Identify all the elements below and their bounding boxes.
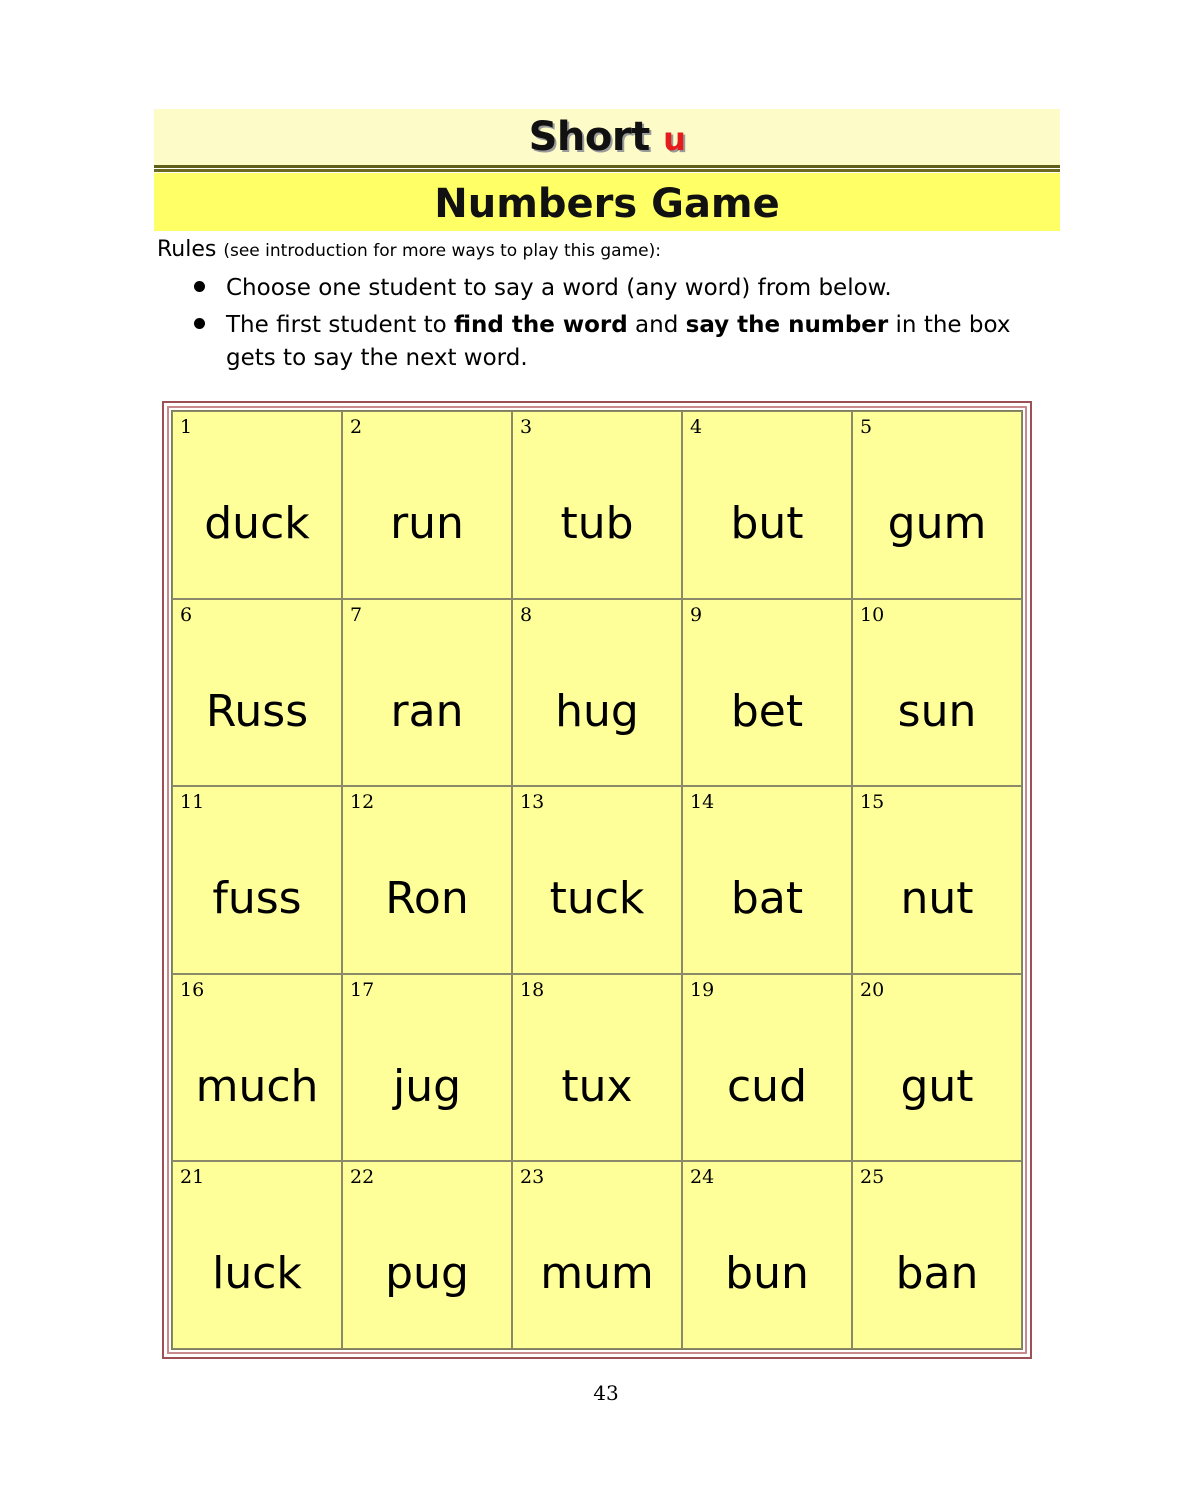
title-text: Short xyxy=(528,114,650,160)
cell-number: 23 xyxy=(520,1166,545,1189)
cell-number: 15 xyxy=(860,791,885,814)
cell-word: pug xyxy=(385,1248,469,1300)
rule-emphasis: say the number xyxy=(685,312,889,338)
cell-word: bet xyxy=(730,685,804,737)
grid-cell xyxy=(342,411,512,599)
cell-number: 10 xyxy=(860,603,885,626)
grid-cell xyxy=(682,599,852,787)
grid-cell xyxy=(852,974,1022,1162)
grid-cell xyxy=(342,1161,512,1349)
cell-number: 1 xyxy=(180,416,193,438)
cell-word: ran xyxy=(390,685,464,737)
rules-list xyxy=(190,272,1030,379)
cell-number: 25 xyxy=(860,1166,885,1189)
cell-number: 3 xyxy=(520,416,533,438)
page-subtitle: Numbers Game xyxy=(434,181,780,227)
grid-cell xyxy=(342,974,512,1162)
grid-cell xyxy=(852,786,1022,974)
cell-word: Ron xyxy=(385,873,469,925)
rule-item xyxy=(190,309,1030,375)
cell-number: 6 xyxy=(180,603,193,626)
cell-number: 22 xyxy=(350,1166,375,1189)
divider xyxy=(154,169,1060,172)
cell-number: 16 xyxy=(180,978,205,1001)
bullet-icon xyxy=(194,318,205,329)
cell-word: gut xyxy=(900,1060,974,1112)
grid-cell xyxy=(512,411,682,599)
rule-text: in the box gets to say the next word. xyxy=(226,312,1011,371)
cell-number: 13 xyxy=(520,791,545,814)
grid-cell xyxy=(172,786,342,974)
grid-cell xyxy=(172,411,342,599)
cell-word: tub xyxy=(560,498,634,549)
word-grid-frame xyxy=(162,401,1032,1359)
rules-note: (see introduction for more ways to play this game): xyxy=(223,241,661,261)
cell-word: sun xyxy=(897,685,977,737)
cell-number: 2 xyxy=(350,416,363,438)
cell-word: bat xyxy=(730,873,804,925)
cell-number: 4 xyxy=(690,416,703,438)
cell-number: 11 xyxy=(180,791,205,814)
grid-cell xyxy=(172,1161,342,1349)
cell-number: 9 xyxy=(690,603,703,626)
cell-word: cud xyxy=(726,1060,807,1112)
rule-text: The first student to xyxy=(226,312,454,338)
cell-word: tux xyxy=(561,1060,633,1112)
rule-emphasis: find the word xyxy=(453,312,628,338)
cell-word: but xyxy=(730,498,804,549)
cell-number: 20 xyxy=(860,978,885,1001)
cell-number: 12 xyxy=(350,791,375,814)
grid-cell xyxy=(512,786,682,974)
grid-cell xyxy=(852,411,1022,599)
rules-heading xyxy=(157,236,661,265)
grid-cell xyxy=(682,1161,852,1349)
title-banner xyxy=(154,109,1060,165)
rule-item xyxy=(190,272,1030,305)
cell-word: duck xyxy=(204,498,310,549)
cell-word: fuss xyxy=(212,873,302,925)
cell-word: bun xyxy=(725,1248,809,1300)
cell-number: 24 xyxy=(690,1166,715,1189)
bullet-icon xyxy=(194,281,205,292)
cell-number: 18 xyxy=(520,978,545,1001)
rule-text: and xyxy=(627,312,686,338)
grid-cell xyxy=(512,974,682,1162)
cell-number: 19 xyxy=(690,978,715,1001)
cell-word: tuck xyxy=(549,873,645,925)
word-grid-inner-border xyxy=(167,406,1027,1354)
grid-cell xyxy=(852,1161,1022,1349)
cell-word: run xyxy=(390,498,464,549)
page-title xyxy=(529,109,686,167)
grid-cell xyxy=(852,599,1022,787)
rule-text: Choose one student to say a word (any word) from below. xyxy=(226,275,892,301)
cell-word: Russ xyxy=(205,685,309,737)
grid-cell xyxy=(342,599,512,787)
grid-cell xyxy=(682,786,852,974)
cell-word: much xyxy=(195,1060,319,1112)
cell-word: nut xyxy=(900,873,974,925)
grid-cell xyxy=(512,1161,682,1349)
divider xyxy=(154,165,1060,168)
grid-cell xyxy=(172,599,342,787)
subtitle-banner xyxy=(154,173,1060,231)
cell-number: 21 xyxy=(180,1166,205,1189)
grid-cell xyxy=(682,411,852,599)
cell-number: 7 xyxy=(350,603,363,626)
cell-word: luck xyxy=(212,1248,302,1300)
grid-cell xyxy=(342,786,512,974)
cell-word: mum xyxy=(540,1248,654,1300)
title-accent-letter: u xyxy=(663,120,686,158)
page-number: 43 xyxy=(593,1381,619,1405)
cell-word: ban xyxy=(895,1248,979,1300)
cell-word: hug xyxy=(555,685,639,737)
cell-number: 17 xyxy=(350,978,375,1001)
rules-label: Rules xyxy=(157,237,217,262)
cell-number: 14 xyxy=(690,791,715,814)
cell-word: jug xyxy=(392,1060,462,1112)
cell-number: 5 xyxy=(860,416,873,438)
grid-cell xyxy=(512,599,682,787)
grid-cell xyxy=(682,974,852,1162)
grid-cell xyxy=(172,974,342,1162)
word-grid xyxy=(171,410,1023,1350)
cell-number: 8 xyxy=(520,603,533,626)
cell-word: gum xyxy=(887,498,987,549)
